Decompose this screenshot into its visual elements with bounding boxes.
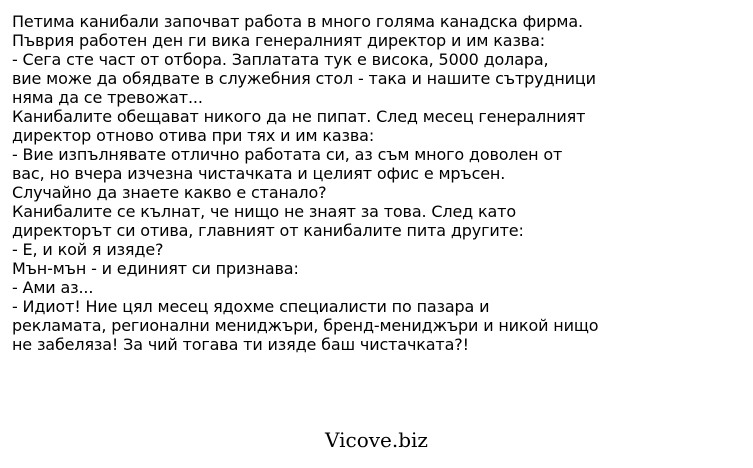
joke-line: - Вие изпълнявате отлично работата си, аз съм много доволен от [12,145,563,164]
joke-line: - Идиот! Ние цял месец ядохме специалисти по пазара и [12,297,490,316]
joke-line: не забеляза! За чий тогава ти изяде баш чистачката?! [12,335,469,354]
joke-line: Канибалите обещават никого да не пипат. След месец генералният [12,107,586,126]
joke-line: Пъврия работен ден ги вика генералният директор и им казва: [12,31,545,50]
joke-line: рекламата, регионални мениджъри, бренд-мениджъри и никой нищо [12,316,599,335]
joke-line: директор отново отива при тях и им казва: [12,126,375,145]
joke-line: вас, но вчера изчезна чистачката и целият офис е мръсен. [12,164,506,183]
joke-line: Петима канибали започват работа в много голяма канадска фирма. [12,12,583,31]
joke-line: Мън-мън - и единият си признава: [12,259,299,278]
joke-line: - Ами аз... [12,278,94,297]
joke-line: директорът си отива, главният от канибалите пита другите: [12,221,524,240]
joke-line: - Е, и кой я изяде? [12,240,164,259]
joke-line: Случайно да знаете какво е станало? [12,183,327,202]
joke-line: вие може да обядвате в служебния стол - така и нашите сътрудници [12,69,596,88]
joke-line: Канибалите се кълнат, че нищо не знаят за това. След като [12,202,516,221]
joke-line: - Сега сте част от отбора. Заплатата тук е висока, 5000 долара, [12,50,549,69]
site-watermark: Vicove.biz [325,428,428,452]
joke-text [12,12,747,354]
joke-line: няма да се тревожат... [12,88,203,107]
